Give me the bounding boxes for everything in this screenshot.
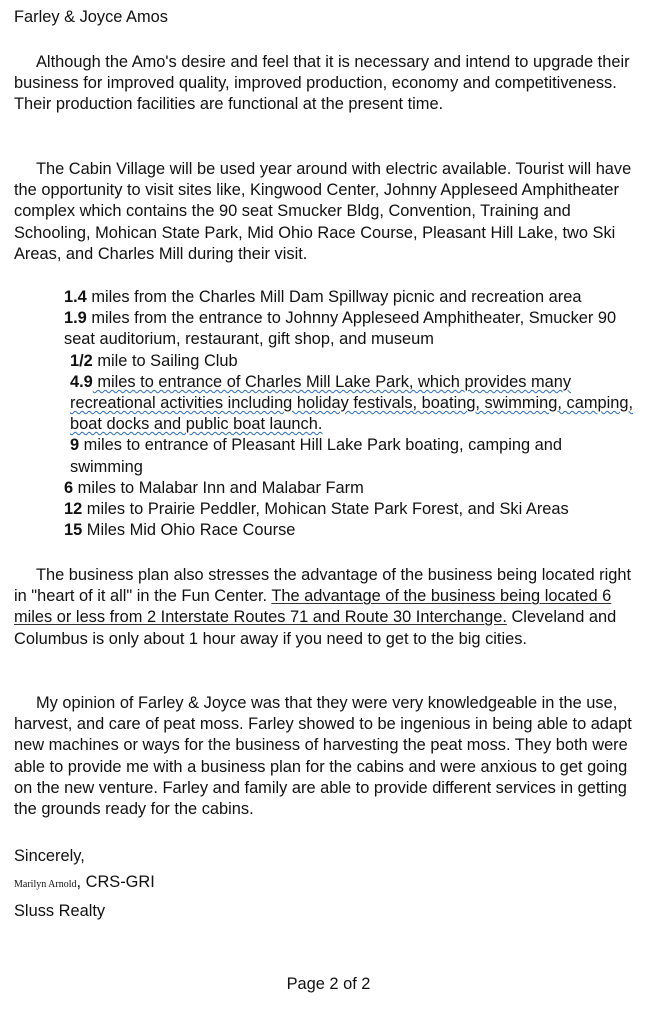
page-number: Page 2 of 2 [286, 975, 371, 993]
distance-number: 4.9 [70, 372, 93, 391]
distance-text: miles from the Charles Mill Dam Spillway picnic and recreation area [86, 288, 582, 306]
list-item [64, 499, 638, 520]
paragraph-1: Although the Amo's desire and feel that it is necessary and intend to upgrade their business for improved quality, improved production, economy and competitiveness. Their production facilities are functional at the present time. [14, 53, 630, 114]
distance-text: mile to Sailing Club [92, 351, 238, 370]
list-item [64, 372, 638, 436]
list-item [64, 435, 638, 477]
distance-list [64, 287, 638, 541]
paragraph-3-intro: The business plan also stresses the advantage of the business being located right in "heart of it all" in the Fun Center. [14, 566, 631, 606]
distance-number: 6 [64, 478, 74, 497]
list-item [64, 287, 638, 308]
distance-text: miles to entrance of Pleasant Hill Lake Park boating, camping and swimming [70, 436, 563, 476]
signature-block [14, 843, 155, 924]
distance-number: 9 [70, 436, 80, 455]
salutation: Sincerely, [14, 847, 85, 865]
paragraph-3-outro: Cleveland and Columbus is only about 1 hour away if you need to get to the big cities. [14, 608, 617, 648]
signer-credentials: , CRS-GRI [76, 873, 155, 891]
paragraph-3-highlight: The advantage of the business being located 6 miles or less from 2 Interstate Routes 71 and Route 30 Interchange. [14, 587, 612, 627]
distance-number: 1.9 [64, 309, 87, 328]
distance-text: miles to Prairie Peddler, Mohican State Park Forest, and Ski Areas [82, 500, 569, 519]
distance-text: Miles Mid Ohio Race Course [82, 521, 296, 540]
signer-name: Marilyn Arnold [14, 879, 77, 890]
distance-text: miles to entrance of Charles Mill Lake Park, which provides many recreational activities including holiday festivals, boating, swimming, camping, boat docks and public boat launch. [70, 372, 634, 434]
list-item [64, 351, 638, 372]
distance-number: 1.4 [64, 288, 87, 306]
paragraph-2: The Cabin Village will be used year around with electric available. Tourist will have the opportunity to visit sites like, Kingwood Center, Johnny Appleseed Amphitheater complex which contains the 90 seat Smucker Bldg, Convention, Training and Schooling, Mohican State Park, Mid Ohio Race Course, Pleasant Hill Lake, two Ski Areas, and Charles Mill during their visit. [14, 160, 632, 263]
company-name: Sluss Realty [14, 902, 106, 920]
list-item [64, 478, 638, 499]
distance-text: miles to Malabar Inn and Malabar Farm [73, 478, 364, 497]
list-item [64, 520, 638, 541]
distance-number: 15 [64, 521, 83, 540]
signer-line [14, 869, 155, 898]
paragraph-3 [14, 565, 636, 650]
distance-text: miles from the entrance to Johnny Appleseed Amphitheater, Smucker 90 seat auditorium, restaurant, gift shop, and museum [64, 309, 617, 349]
distance-number: 12 [64, 500, 83, 519]
recipient-names: Farley & Joyce Amos [14, 8, 168, 26]
distance-number: 1/2 [70, 351, 93, 370]
list-item [64, 308, 638, 350]
paragraph-4: My opinion of Farley & Joyce was that they were very knowledgeable in the use, harvest, and care of peat moss. Farley showed to be ingenious in being able to adapt new machines or ways for the business of harvesting the peat moss. They both were able to provide me with a business plan for the cabins and were anxious to get going on the new venture. Farley and family are able to provide different services in getting the grounds ready for the cabins. [14, 694, 632, 819]
